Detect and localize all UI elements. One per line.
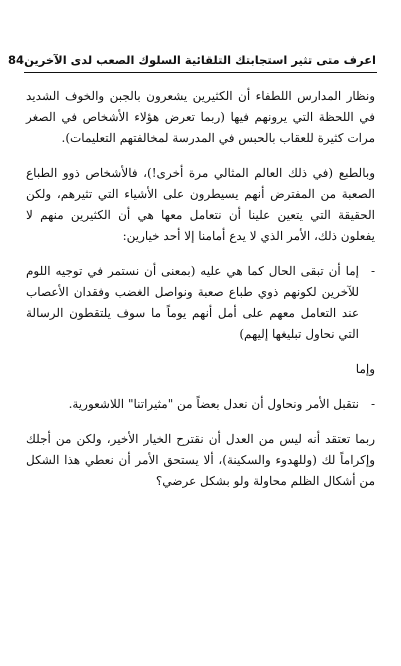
bullet-option-2 [26, 394, 375, 415]
body-text [26, 86, 375, 492]
bullet-dash: - [370, 264, 375, 278]
paragraph-1: ونظار المدارس اللطفاء أن الكثيرين يشعرون بالجبن والخوف الشديد في اللحظة التي يرونهم فيها (ربما تعرض هؤلاء الأشخاص في الصغر مرات كثيرة للعقاب بالحبس في المدرسة لمخالفتهم التعليمات). [26, 89, 375, 145]
bullet-option-1-text: إما أن تبقى الحال كما هي عليه (بمعنى أن نستمر في توجيه اللوم للآخرين لكونهم ذوي طباع صعبة ونواصل الغضب وفقدان الأعصاب عند التعامل معهم على أمل أنهم يوماً ما سوف يلتقطون الرسالة التي نحاول تبليغها إليهم) [26, 264, 359, 341]
bullet-dash: - [370, 397, 375, 411]
bullet-option-2-text: نتقبل الأمر ونحاول أن نعدل بعضاً من "مثيراتنا" اللاشعورية. [68, 397, 359, 411]
bullet-option-1 [26, 261, 375, 345]
paragraph-final: ربما تعتقد أنه ليس من العدل أن نقترح الخيار الأخير، ولكن من أجلك وإكراماً لك (وللهدوء والسكينة)، ألا يستحق الأمر أن نعطي هذا الشكل من أشكال الظلم محاولة ولو بشكل عرضي؟ [26, 432, 375, 488]
paragraph-2: وبالطبع (في ذلك العالم المثالي مرة أخرى!)، فالأشخاص ذوو الطباع الصعبة من المفترض أنهم يسيطرون على الأشياء التي تثيرهم، ولكن الحقيقة التي يتعين علينا أن نتعامل معها هي أن الكثيرين منهم لا يفعلون ذلك، الأمر الذي لا يدع أمامنا إلا أحد خيارين: [26, 166, 375, 243]
header-title: اعرف متى تثير استجابتك التلقائية السلوك الصعب لدى الآخرين [24, 53, 376, 67]
running-header [8, 50, 376, 70]
page-number: 84 [8, 53, 25, 67]
paragraph-or: وإما [355, 362, 375, 376]
header-rule [24, 72, 377, 73]
